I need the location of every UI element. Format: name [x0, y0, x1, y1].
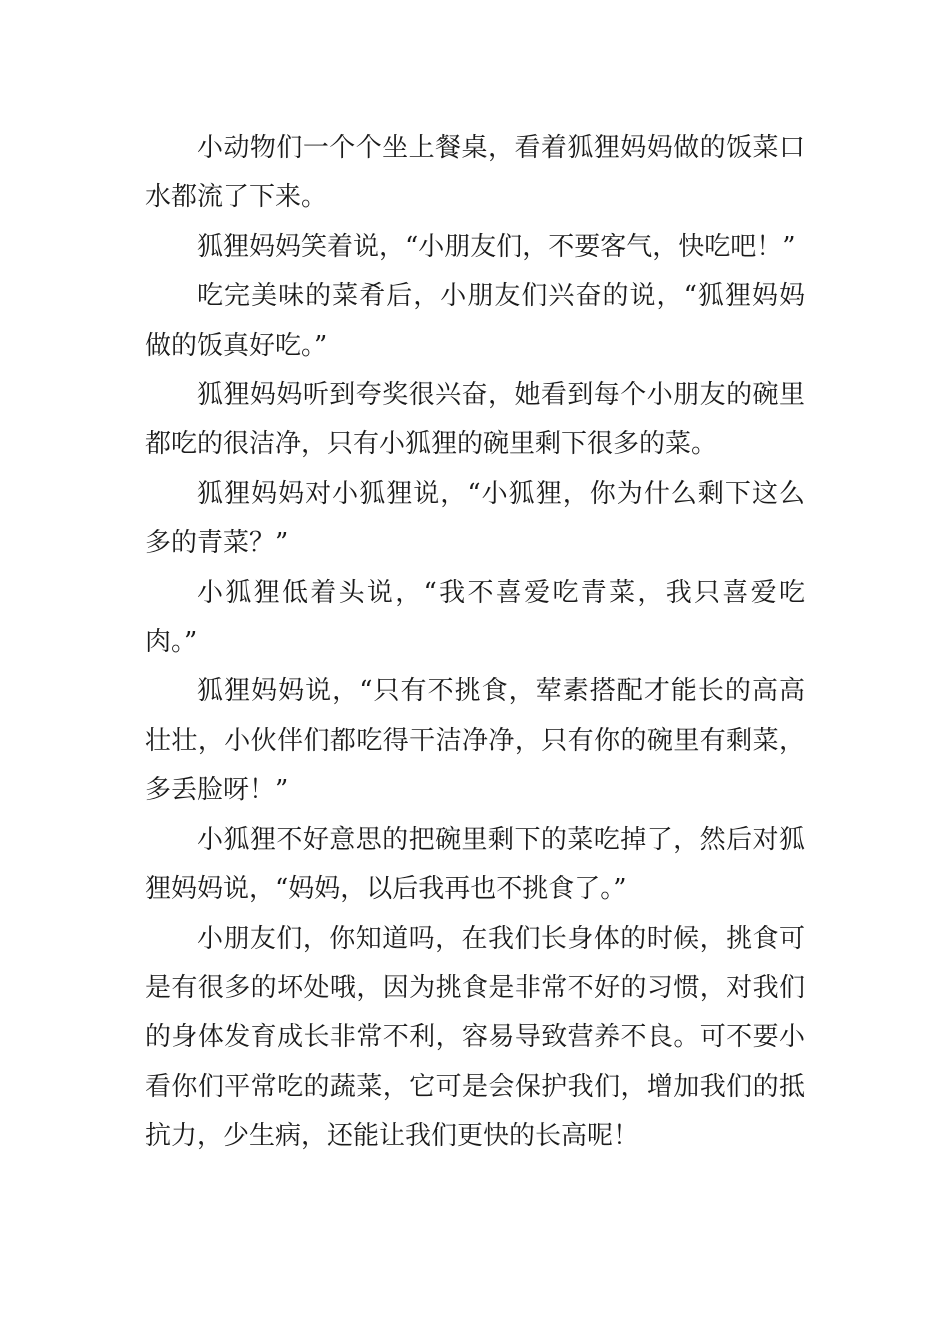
paragraph-7: 狐狸妈妈说，“只有不挑食，荤素搭配才能长的高高壮壮，小伙伴们都吃得干洁净净，只有你的碗里有剩菜，多丢脸呀！”	[145, 676, 805, 806]
paragraph-4: 狐狸妈妈听到夸奖很兴奋，她看到每个小朋友的碗里都吃的很洁净，只有小狐狸的碗里剩下很多的菜。	[145, 380, 805, 460]
paragraph-8: 小狐狸不好意思的把碗里剩下的菜吃掉了，然后对狐狸妈妈说，“妈妈，以后我再也不挑食了。”	[145, 824, 805, 905]
paragraph-1: 小动物们一个个坐上餐桌，看着狐狸妈妈做的饭菜口水都流了下来。	[145, 133, 805, 213]
paragraph-3: 吃完美味的菜肴后，小朋友们兴奋的说，“狐狸妈妈做的饭真好吃。”	[145, 281, 805, 361]
paragraph-2: 狐狸妈妈笑着说，“小朋友们，不要客气，快吃吧！”	[197, 231, 796, 262]
paragraph-6: 小狐狸低着头说，“我不喜爱吃青菜，我只喜爱吃肉。”	[145, 577, 805, 658]
paragraph-9: 小朋友们，你知道吗，在我们长身体的时候，挑食可是有很多的坏处哦，因为挑食是非常不好的习惯，对我们的身体发育成长非常不利，容易导致营养不良。可不要小看你们平常吃的蔬菜，它可是会保护我们，增加我们的抵抗力，少生病，还能让我们更快的长高呢！	[145, 923, 805, 1152]
paragraph-5: 狐狸妈妈对小狐狸说，“小狐狸，你为什么剩下这么多的青菜？”	[145, 478, 805, 559]
document-body	[145, 124, 805, 1162]
